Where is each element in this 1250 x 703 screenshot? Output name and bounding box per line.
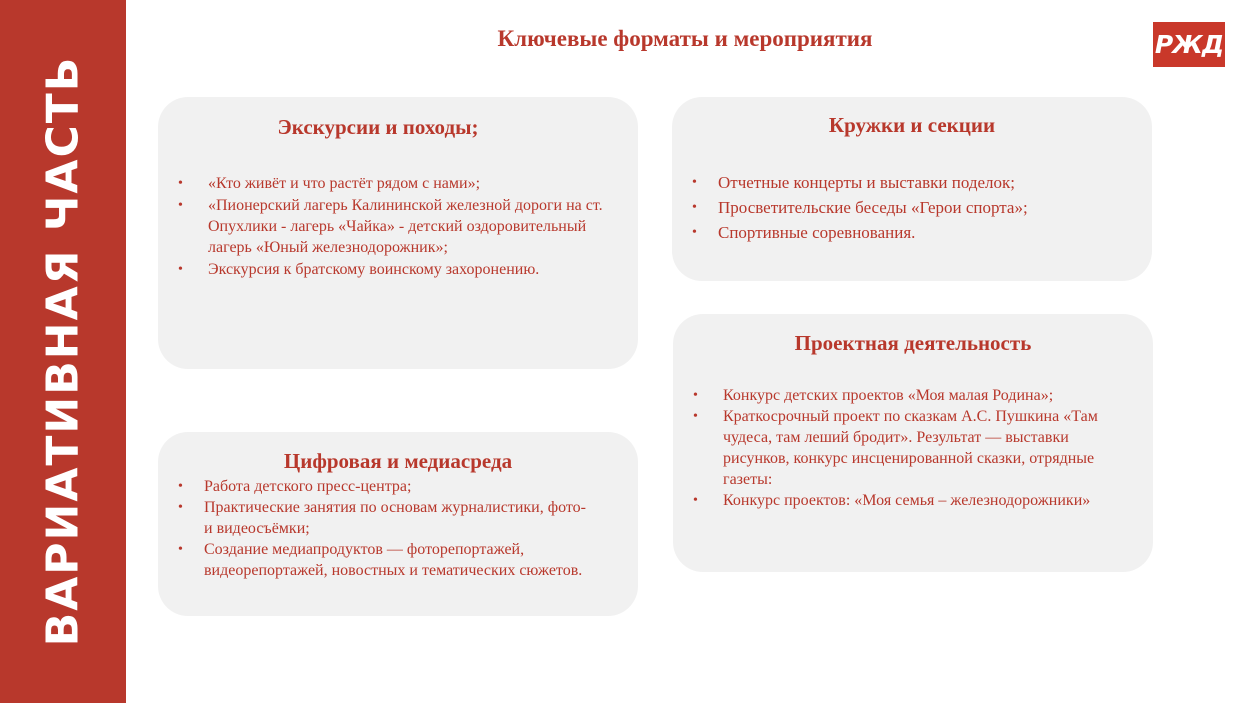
bullet-icon: • bbox=[692, 175, 697, 190]
bullet-icon: • bbox=[693, 388, 698, 403]
bullet-icon: • bbox=[692, 225, 697, 240]
list-item: • Практические занятия по основам журналистики, фото- и видеосъёмки; bbox=[178, 499, 586, 537]
bullet-icon: • bbox=[692, 200, 697, 215]
list-item: • «Пионерский лагерь Калининской железной дороги на ст. Опухлики - лагерь «Чайка» - детский оздоровительный лагерь «Юный железнодорожник»; bbox=[178, 197, 603, 256]
bullet-icon: • bbox=[178, 198, 183, 213]
bullet-icon: • bbox=[178, 500, 183, 515]
list-item: • Просветительские беседы «Герои спорта»; bbox=[692, 195, 1132, 220]
card-title-clubs: Кружки и секции bbox=[828, 113, 996, 137]
list-item: • Конкурс детских проектов «Моя малая Родина»; bbox=[693, 387, 1054, 404]
excursions-list bbox=[178, 173, 618, 280]
list-item: • Создание медиапродуктов — фоторепортажей, видеорепортажей, новостных и тематических сюжетов. bbox=[178, 541, 583, 579]
bullet-icon: • bbox=[178, 176, 183, 191]
card-project bbox=[673, 314, 1153, 572]
list-item: • Экскурсия к братскому воинскому захоронению. bbox=[178, 261, 540, 278]
card-clubs bbox=[672, 97, 1152, 281]
list-item: • Конкурс проектов: «Моя семья – железнодорожники» bbox=[693, 492, 1091, 509]
bullet-icon: • bbox=[693, 409, 698, 424]
sidebar-label: ВАРИАТИВНАЯ ЧАСТЬ bbox=[37, 55, 89, 647]
logo-text: РЖД bbox=[1154, 30, 1224, 59]
bullet-icon: • bbox=[178, 542, 183, 557]
list-item: • «Кто живёт и что растёт рядом с нами»; bbox=[178, 175, 481, 192]
list-item: • Спортивные соревнования. bbox=[692, 220, 1132, 245]
card-title-media: Цифровая и медиасреда bbox=[283, 449, 513, 473]
clubs-list bbox=[692, 170, 1132, 245]
sidebar-band bbox=[0, 0, 126, 703]
card-excursions bbox=[158, 97, 638, 369]
bullet-icon: • bbox=[693, 493, 698, 508]
card-title-project: Проектная деятельность bbox=[794, 331, 1032, 355]
list-item: • Работа детского пресс-центра; bbox=[178, 478, 412, 495]
card-media bbox=[158, 432, 638, 616]
page-title: Ключевые форматы и мероприятия bbox=[497, 26, 873, 51]
project-list bbox=[693, 385, 1133, 511]
bullet-icon: • bbox=[178, 479, 183, 494]
list-item: • Краткосрочный проект по сказкам А.С. Пушкина «Там чудеса, там леший бродит». Результат — выставки рисунков, конкурс инсценированной сказки, отрядные газеты: bbox=[693, 408, 1098, 488]
bullet-icon: • bbox=[178, 262, 183, 277]
media-list bbox=[178, 476, 618, 581]
card-title-excursions: Экскурсии и походы; bbox=[277, 115, 479, 139]
rzd-logo bbox=[1153, 22, 1225, 67]
list-item: • Отчетные концерты и выставки поделок; bbox=[692, 170, 1132, 195]
